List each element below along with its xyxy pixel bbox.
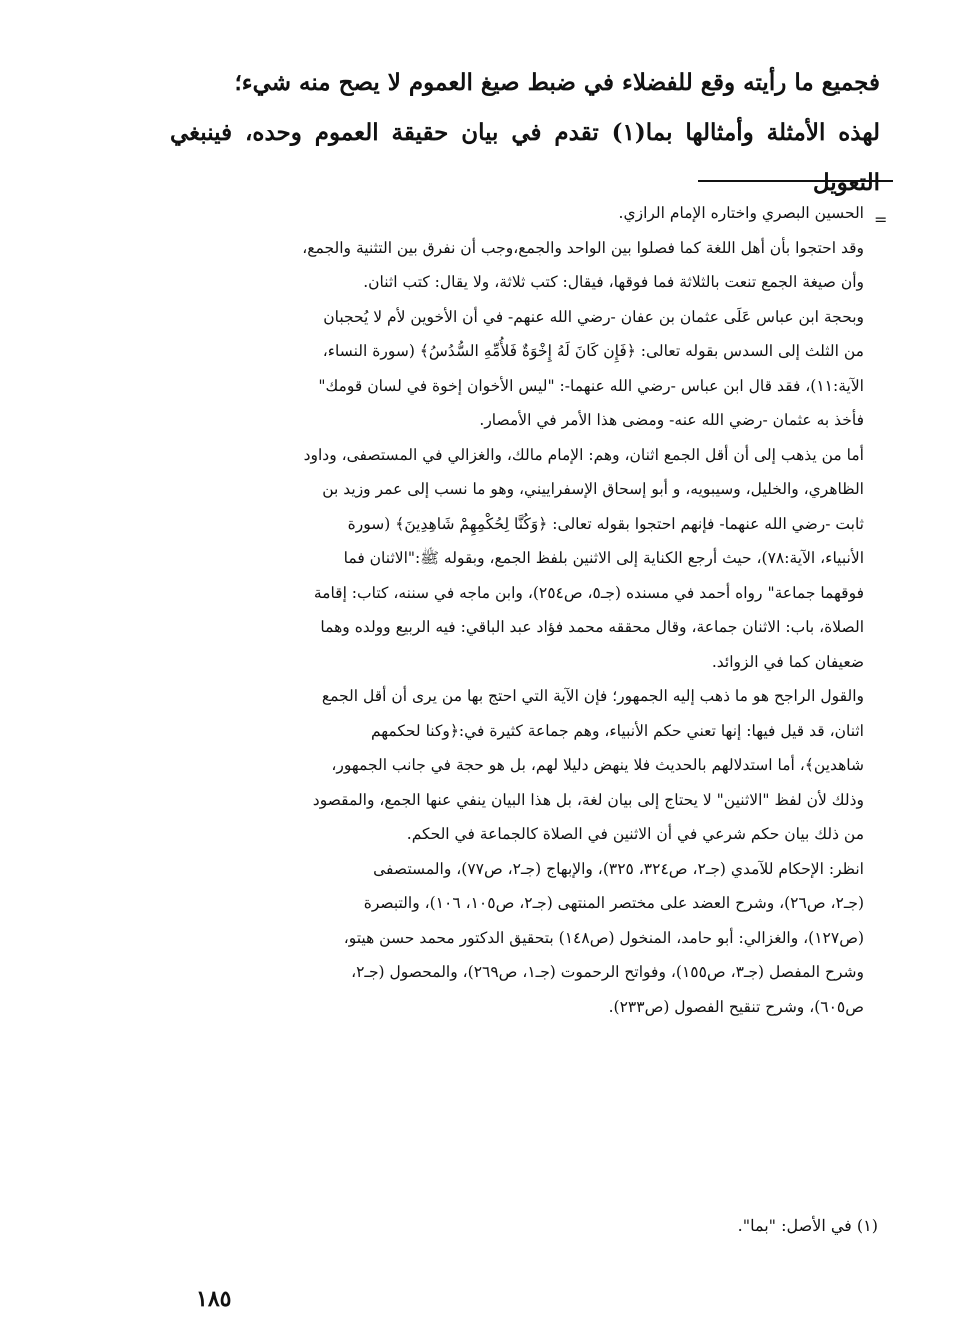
footnote-line: الأنبياء، الآية:٧٨)، حيث أرجع الكناية إلى الاثنين بلفظ الجمع، وبقوله ﷺ:"الاثنان فما	[343, 549, 864, 567]
footnotes	[145, 196, 864, 1024]
footnote-line: الآية:١١)، فقد قال ابن عباس -رضي الله عنهما-: "ليس الأخوان إخوة في لسان قومك"	[318, 376, 864, 395]
footnote-line: أما من يذهب إلى أن أقل الجمع اثنان، وهم: الإمام مالك، والغزالي في المستصفى، وداود	[303, 445, 864, 464]
footnote-1: (١) في الأصل: "بما".	[737, 1216, 878, 1235]
footnote-line: وقد احتجوا بأن أهل اللغة كما فصلوا بين الواحد والجمع،وجب أن نفرق بين التثنية والجمع،	[302, 238, 864, 257]
footnote-line: فأخذ به عثمان -رضي الله عنه- ومضى هذا الأمر في الأمصار.	[479, 411, 864, 429]
main-text-line: لهذه الأمثلة وأمثالها بما(١) تقدم في بيان حقيقة العموم وحده، فينبغي التعويل	[170, 119, 880, 196]
footnote-line: وبحجة ابن عباس عَلَى عثمان بن عفان -رضي الله عنهم- في أن الأخوين لأم لا يُحجبان	[323, 307, 864, 326]
footnote-line: الظاهري، والخليل، وسيبويه، و أبو إسحاق الإسفراييني، وهو ما نسب إلى عمر وزيد بن	[322, 480, 864, 498]
footnote-line: وذلك لأن لفظ "الاثنين" لا يحتاج إلى بيان لغة، بل هذا البيان ينفي عنها الجمع، والمقصود	[312, 790, 864, 809]
footnote-line: الحسين البصري واختاره الإمام الرازي.	[618, 204, 864, 222]
footnote-line: والقول الراجح هو ما ذهب إليه الجمهور؛ فإن الآية التي احتج بها من يرى أن أقل الجمع	[321, 687, 864, 705]
footnote-line: شاهدين﴾، أما استدلالهم بالحديث فلا ينهض دليلا لهم، بل هو حجة في جانب الجمهور،	[331, 756, 864, 774]
footnote-line: الصلاة، باب: الاثنان جماعة، وقال محققه محمد فؤاد عبد الباقي: فيه الربيع وولده وهما	[320, 618, 864, 636]
footnote-line: من الثلث إلى السدس بقوله تعالى: ﴿فَإِن كَانَ لَهُ إِخْوَةٌ فَلأُمِّهِ السُّدُسُ﴾ (سورة النساء،	[322, 342, 864, 360]
footnote-line: ص٦٠٥)، وشرح تنقيح الفصول (ص٢٣٣).	[608, 997, 864, 1016]
main-text-line: فجميع ما رأيته وقع للفضلاء في ضبط صيغ العموم لا يصح منه شيء؛	[234, 69, 880, 96]
footnote-line: اثنان، قد قيل فيها: إنها تعني حكم الأنبياء، وهم جماعة كثيرة في:﴿وكنا لحكمهم	[370, 721, 864, 740]
footnote-continuation-mark: =	[874, 210, 888, 229]
footnote-line: انظر: الإحكام للآمدي (جـ٢، ص٣٢٤، ٣٢٥)، والإبهاج (جـ٢، ص٧٧)، والمستصفى	[373, 859, 864, 878]
page-number: ١٨٥	[196, 1286, 232, 1312]
footnote-line: (ص١٢٧)، والغزالي: أبو حامد، المنخول (ص١٤٨) بتحقيق الدكتور محمد حسن هيتو،	[343, 928, 864, 947]
footnote-line: وشرح المفصل (جـ٣، ص١٥٥)، وفواتح الرحموت (جـ١، ص٢٦٩)، والمحصول (جـ٢،	[351, 963, 864, 981]
footnote-line: ضعيفان كما في الزوائد.	[711, 652, 864, 671]
footnote-line: فوقهما جماعة" رواه أحمد في مسنده (جـ٥، ص٢٥٤)، وابن ماجه في سننه، كتاب: إقامة	[313, 583, 864, 602]
footnote-line: ثابت -رضي الله عنهما- فإنهم احتجوا بقوله تعالى: ﴿وَكُنَّا لِحُكْمِهِمْ شَاهِدِينَ﴾ (سورة	[347, 514, 864, 533]
footnote-line: (جـ٢، ص٢٦)، وشرح العضد على مختصر المنتهى (جـ٢، ص١٠٥، ١٠٦)، والتبصرة	[363, 894, 864, 912]
main-text	[170, 58, 880, 208]
footnote-separator	[698, 180, 893, 182]
footnote-line: من ذلك بيان حكم شرعي في أن الاثنين في الصلاة كالجماعة في الحكم.	[406, 825, 864, 843]
footnote-line: وأن صيغة الجمع تنعت بالثلاثة فما فوقها، فيقال: كتب ثلاثة، ولا يقال: كتب اثنان.	[363, 273, 864, 291]
